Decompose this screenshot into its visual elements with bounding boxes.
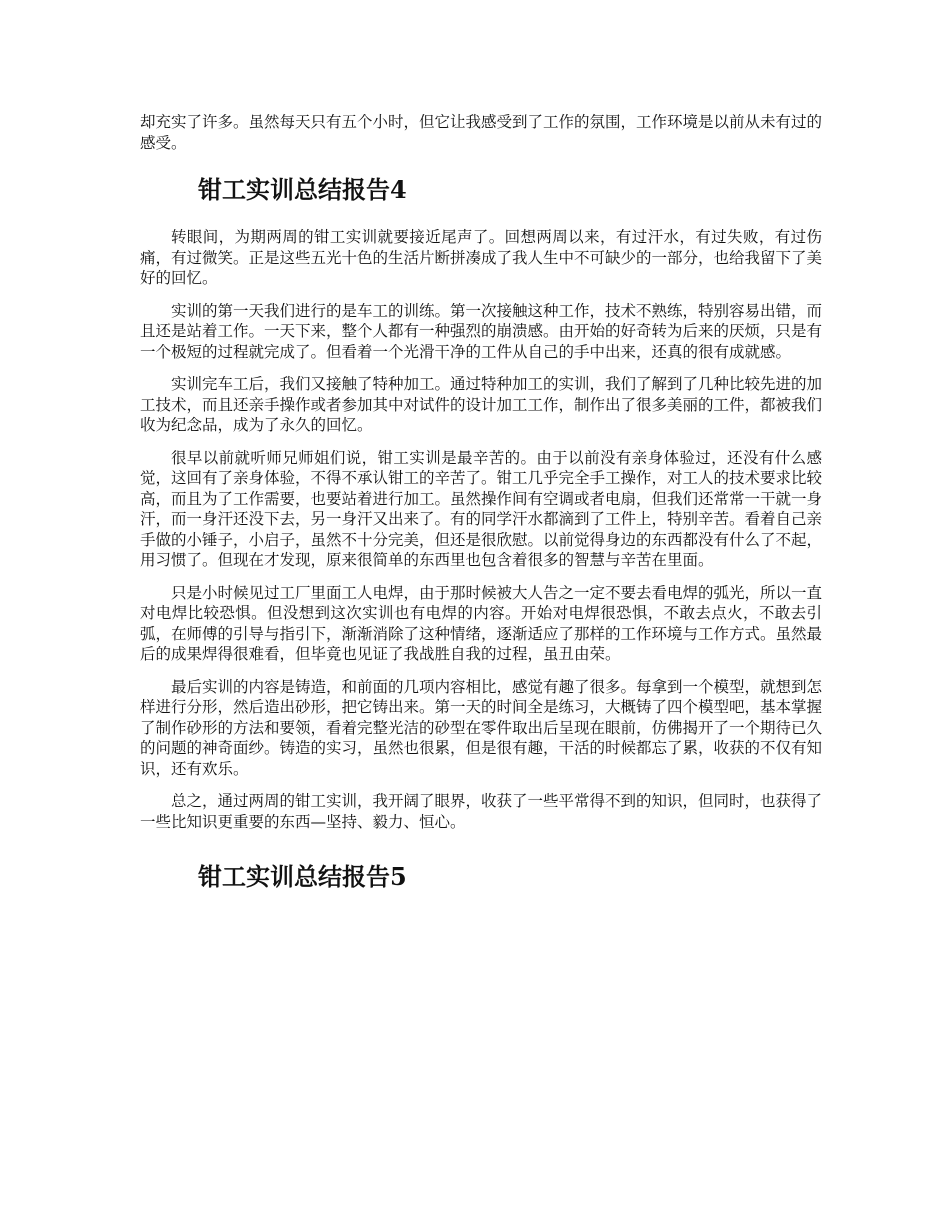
section-4-paragraph-1: 转眼间，为期两周的钳工实训就要接近尾声了。回想两周以来，有过汗水，有过失败，有过伤痛，有过微笑。正是这些五光十色的生活片断拼凑成了我人生中不可缺少的一部分，也给我留下了美好的回忆。 (140, 228, 823, 287)
section-4-paragraph-7: 总之，通过两周的钳工实训，我开阔了眼界，收获了一些平常得不到的知识，但同时，也获得了一些比知识更重要的东西—坚持、毅力、恒心。 (140, 792, 823, 831)
section-4-paragraph-2: 实训的第一天我们进行的是车工的训练。第一次接触这种工作，技术不熟练，特别容易出错，而且还是站着工作。一天下来，整个人都有一种强烈的崩溃感。由开始的好奇转为后来的厌烦，只是有一个极短的过程就完成了。但看着一个光滑干净的工件从自己的手中出来，还真的很有成就感。 (140, 301, 823, 361)
section-4-paragraph-5: 只是小时候见过工厂里面工人电焊，由于那时候被大人告之一定不要去看电焊的弧光，所以一直对电焊比较恐惧。但没想到这次实训也有电焊的内容。开始对电焊很恐惧，不敢去点火，不敢去引弧，在师傅的引导与指引下，渐渐消除了这种情绪，逐渐适应了那样的工作环境与工作方式。虽然最后的成果焊得很难看，但毕竟也见证了我战胜自我的过程，虽丑由荣。 (140, 583, 823, 663)
section-4-paragraph-3: 实训完车工后，我们又接触了特种加工。通过特种加工的实训，我们了解到了几种比较先进的加工技术，而且还亲手操作或者参加其中对试件的设计加工工作，制作出了很多美丽的工件，都被我们收为纪念品，成为了永久的回忆。 (140, 375, 823, 434)
section-4-title: 钳工实训总结报告4 (198, 175, 407, 204)
section-5-title: 钳工实训总结报告5 (198, 862, 407, 891)
document-page (140, 112, 822, 914)
section-4-paragraph-4: 很早以前就听师兄师姐们说，钳工实训是最辛苦的。由于以前没有亲身体验过，还没有什么感觉，这回有了亲身体验，不得不承认钳工的辛苦了。钳工几乎完全手工操作，对工人的技术要求比较高，而且为了工作需要，也要站着进行加工。虽然操作间有空调或者电扇，但我们还常常一干就一身汗，而一身汗还没下去，另一身汗又出来了。有的同学汗水都滴到了工件上，特别辛苦。看着自己亲手做的小锤子，小启子，虽然不十分完美，但还是很欣慰。以前觉得身边的东西都没有什么了不起，用习惯了。但现在才发现，原来很简单的东西里也包含着很多的智慧与辛苦在里面。 (140, 448, 823, 569)
section-4-paragraph-6: 最后实训的内容是铸造，和前面的几项内容相比，感觉有趣了很多。每拿到一个模型，就想到怎样进行分形，然后造出砂形，把它铸出来。第一天的时间全是练习，大概铸了四个模型吧，基本掌握了制作砂形的方法和要领，看着完整光洁的砂型在零件取出后呈现在眼前，仿佛揭开了一个期待已久的问题的神奇面纱。铸造的实习，虽然也很累，但是很有趣，干活的时候都忘了累，收获的不仅有知识，还有欢乐。 (140, 677, 823, 778)
intro-paragraph: 却充实了许多。虽然每天只有五个小时，但它让我感受到了工作的氛围，工作环境是以前从未有过的感受。 (140, 113, 823, 152)
